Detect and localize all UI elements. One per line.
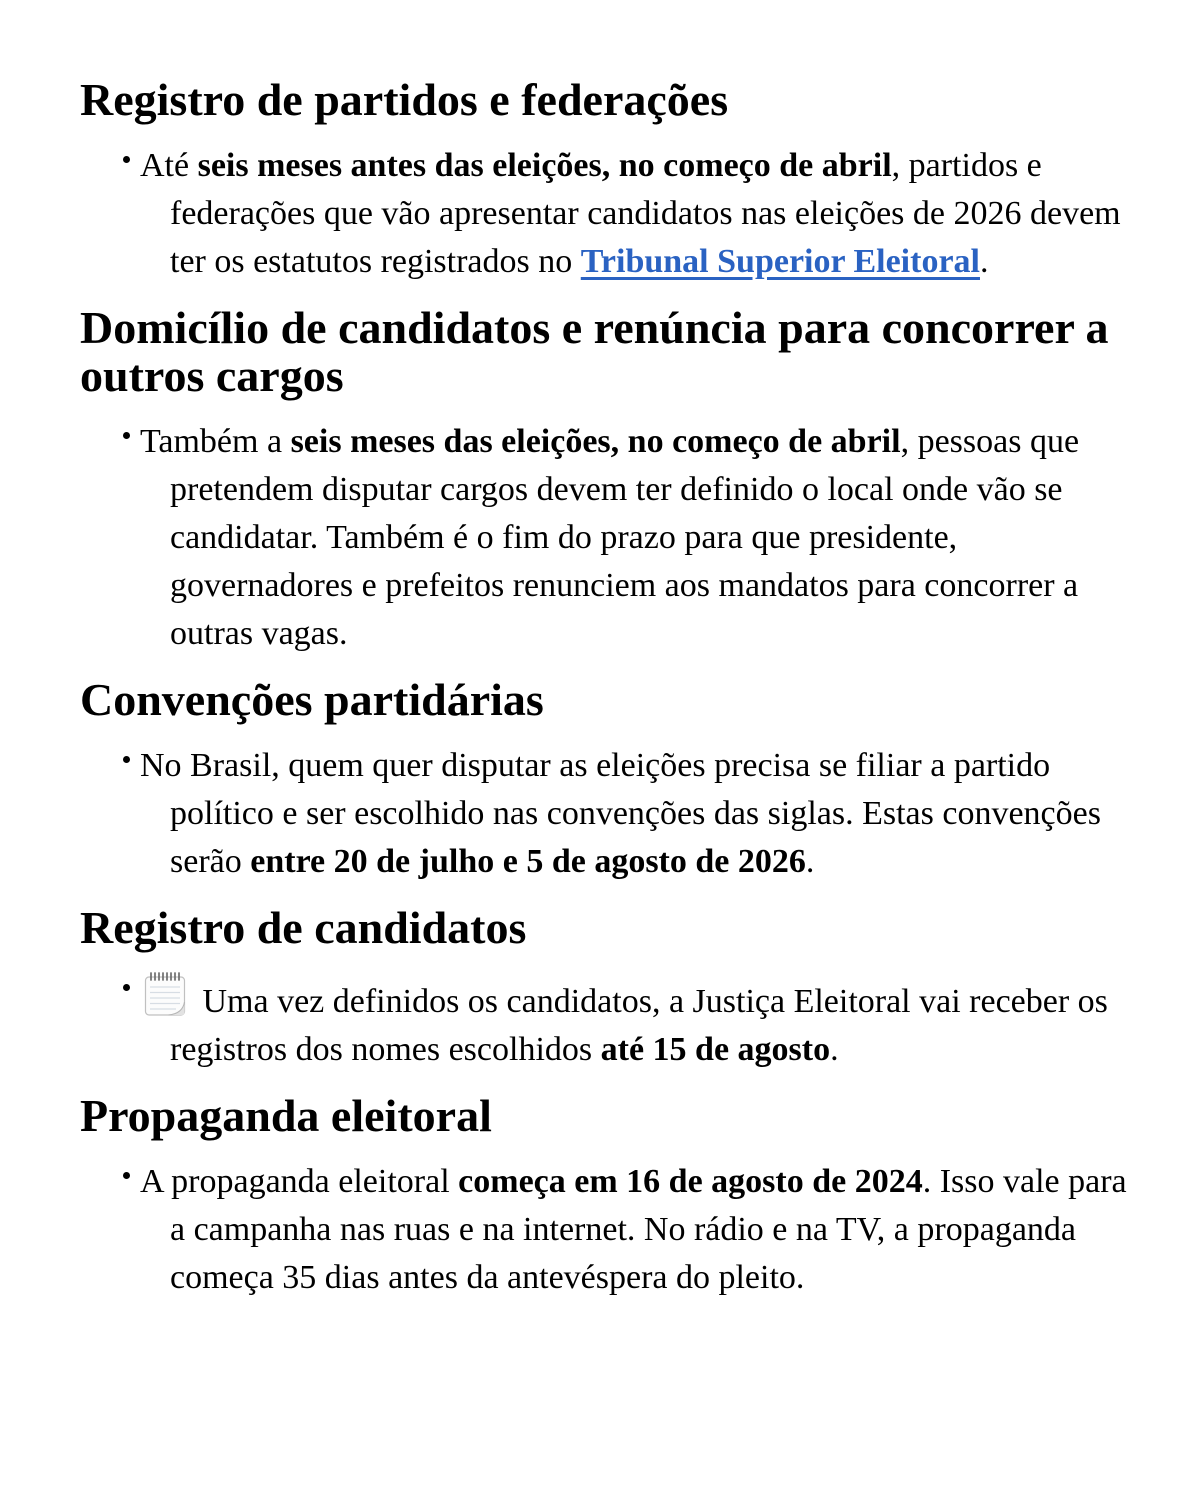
inline-link[interactable]: Tribunal Superior Eleitoral: [580, 243, 980, 280]
section-heading: Propaganda eleitoral: [80, 1090, 492, 1141]
list-item: [170, 970, 1133, 1074]
text-segment: , partidos e federações que vão apresentar candidatos nas eleições de 2026 devem ter os estatutos registrados no: [170, 147, 1121, 280]
list-item: [140, 1158, 1133, 1302]
section-heading: Registro de candidatos: [80, 902, 527, 953]
bullet-list: [80, 742, 1133, 886]
bullet-list: [80, 418, 1133, 658]
bold-text: seis meses das eleições, no começo de abril: [290, 423, 901, 460]
text-segment: , pessoas que pretendem disputar cargos devem ter definido o local onde vão se candidatar. Também é o fim do prazo para que presidente, governadores e prefeitos renunciem aos mandatos para concorrer a outras vagas.: [170, 423, 1080, 652]
text-segment: Também a: [140, 423, 291, 460]
text-segment: Até: [140, 147, 198, 184]
list-item: [140, 418, 1133, 658]
list-item: [140, 742, 1133, 886]
section-heading: Registro de partidos e federações: [80, 74, 729, 125]
bullet-list: [80, 142, 1133, 286]
bold-text: começa em 16 de agosto de 2024: [458, 1163, 923, 1200]
text-segment: . Isso vale para a campanha nas ruas e na internet. No rádio e na TV, a propaganda começa 35 dias antes da antevéspera do pleito.: [170, 1163, 1127, 1296]
bold-text: até 15 de agosto: [600, 1031, 831, 1068]
bullet-list: [80, 1158, 1133, 1302]
list-item: [140, 142, 1133, 286]
section-heading: Domicílio de candidatos e renúncia para concorrer a outros cargos: [80, 302, 1109, 401]
bold-text: seis meses antes das eleições, no começo de abril: [197, 147, 892, 184]
text-segment: .: [830, 1031, 839, 1068]
bold-text: entre 20 de julho e 5 de agosto de 2026: [250, 843, 806, 880]
bullet-list: [80, 970, 1133, 1074]
text-segment: A propaganda eleitoral: [140, 1163, 459, 1200]
text-segment: .: [979, 243, 989, 280]
text-segment: No Brasil, quem quer disputar as eleições precisa se filiar a partido político e ser escolhido nas convenções das siglas. Estas convenções serão: [140, 747, 1101, 880]
spiral-notepad-icon: [140, 970, 190, 1020]
text-segment: .: [805, 843, 815, 880]
section-heading: Convenções partidárias: [80, 674, 544, 725]
text-segment: Uma vez definidos os candidatos, a Justiça Eleitoral vai receber os registros dos nomes escolhidos: [170, 983, 1108, 1068]
